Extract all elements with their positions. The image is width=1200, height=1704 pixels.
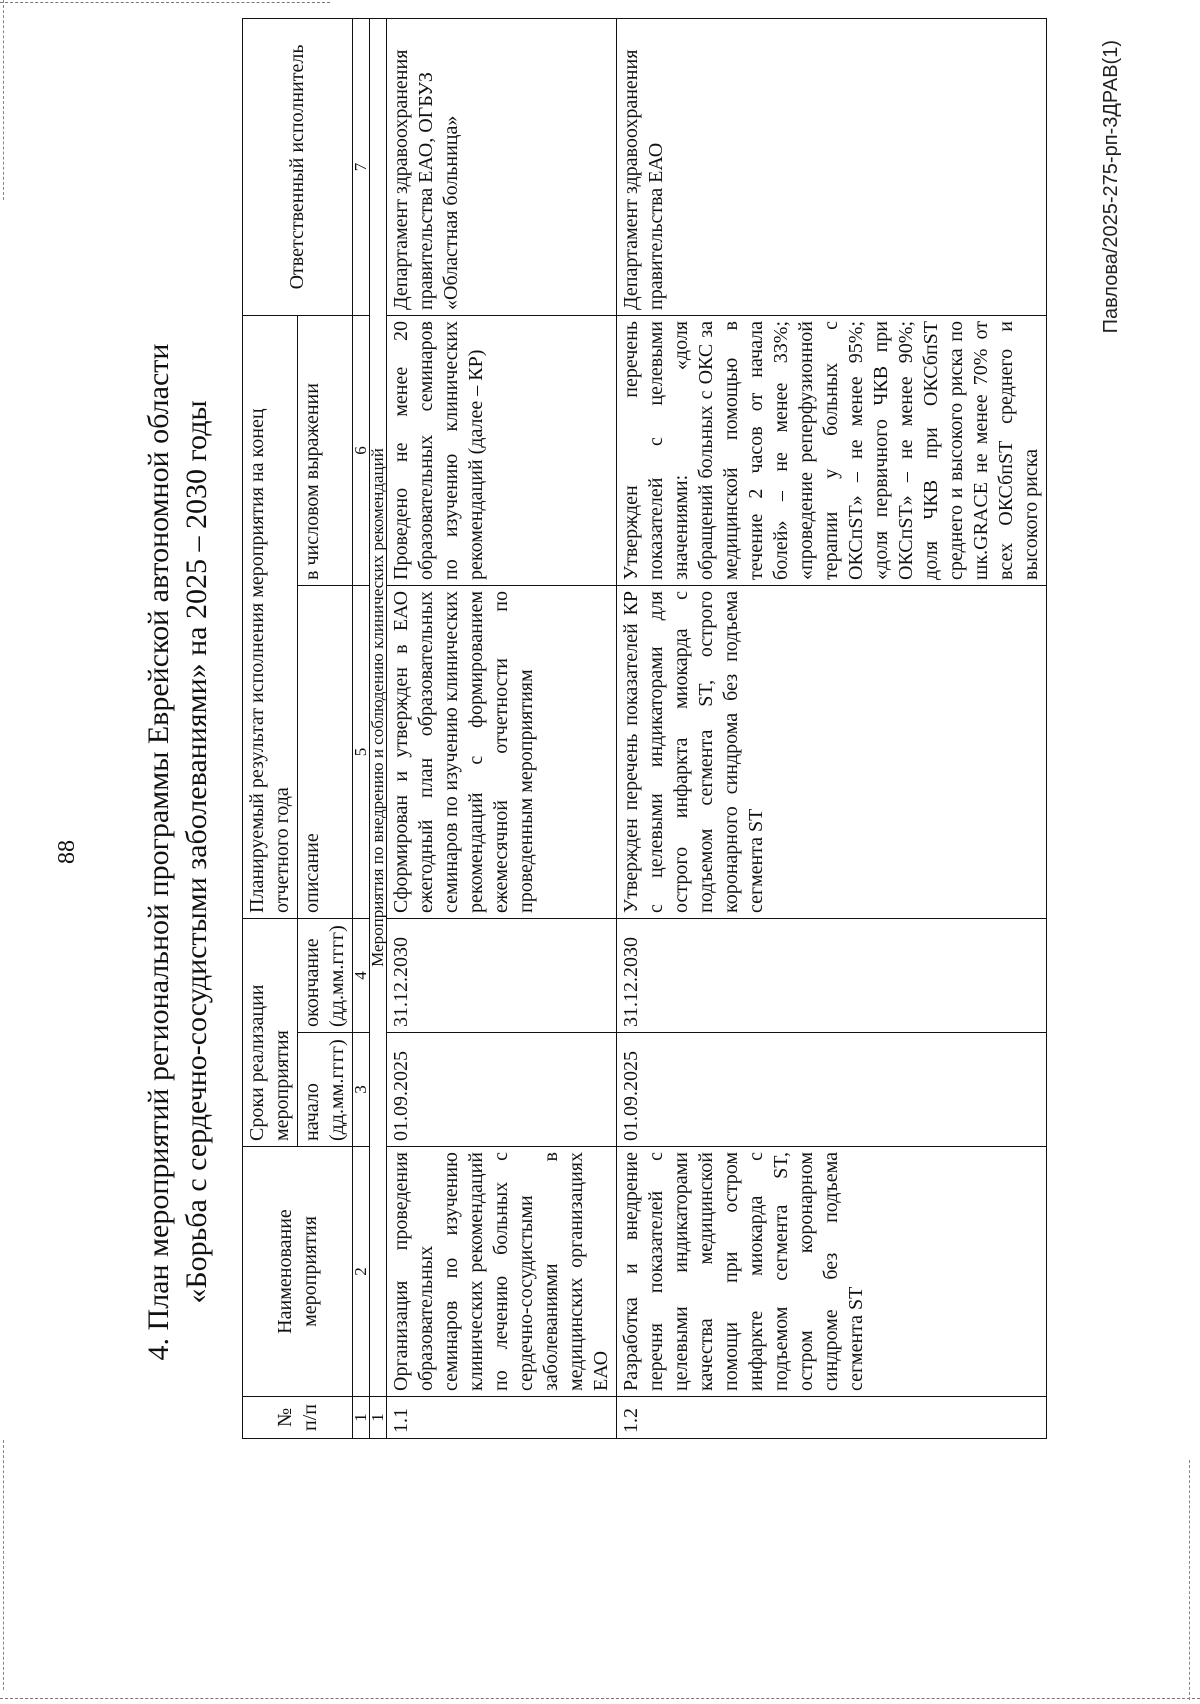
start-date: 01.09.2025: [617, 1033, 1047, 1147]
header-description: описание: [298, 585, 353, 918]
column-number: 2: [353, 1147, 370, 1397]
table-row: [617, 18, 1047, 1438]
header-result: Планируемый результат исполнения мероприятия на конец отчетного года: [243, 315, 298, 918]
start-date: 01.09.2025: [387, 1033, 617, 1147]
column-number: 5: [353, 585, 370, 918]
header-start: начало (дд.мм.гггг): [298, 1033, 353, 1147]
section-row: [370, 18, 387, 1438]
column-number: 3: [353, 1033, 370, 1147]
header-end: окончание (дд.мм.гггг): [298, 918, 353, 1032]
title-line-2: «Борьба с сердечно-сосудистыми заболеваниями» на 2025 – 2030 годы: [180, 400, 213, 1304]
column-number: 1: [353, 1397, 370, 1439]
table-row: [387, 18, 617, 1438]
column-number-row: [353, 18, 370, 1438]
responsible: Департамент здравоохранения правительства ЕАО, ОГБУЗ «Областная больница»: [387, 18, 617, 315]
section-number: 1: [370, 1397, 387, 1439]
header-row-1: [243, 18, 298, 1438]
title-line-1: 4. План мероприятий региональной программы Еврейской автономной области: [142, 343, 175, 1361]
row-number: 1.1: [387, 1397, 617, 1439]
header-numeric: в числовом выражении: [298, 315, 353, 585]
page-number: 88: [54, 840, 80, 864]
header-responsible: Ответственный исполнитель: [243, 18, 353, 315]
document-title: [140, 0, 216, 1704]
header-num: № п/п: [243, 1397, 353, 1439]
end-date: 31.12.2030: [617, 918, 1047, 1032]
row-number: 1.2: [617, 1397, 1047, 1439]
column-number: 6: [353, 315, 370, 585]
header-name: Наименование мероприятия: [243, 1147, 353, 1397]
result-description: Утвержден перечень показателей КР с целевыми индикаторами для острого инфаркта миокарда с подъемом сегмента ST, острого коронарного синдрома без подъема сегмента ST: [617, 585, 1047, 918]
activity-name: Организация проведения образовательных семинаров по изучению клинических рекомендаций по лечению больных с сердечно-сосудистыми заболеваниями в медицинских организациях ЕАО: [387, 1147, 617, 1397]
result-numeric: Утвержден перечень показателей с целевыми значениями: «доля обращений больных с ОКС за медицинской помощью в течение 2 часов от начала болей» – не менее 33%; «проведение реперфузионной терапии у больных с ОКСпST» – не менее 95%; «доля первичного ЧКВ при ОКСпST» – не менее 90%; доля ЧКВ при ОКСбпST среднего и высокого риска по шк.GRACE не менее 70% от всех ОКСбпST среднего и высокого риска: [617, 315, 1047, 585]
action-plan-table: [242, 18, 1047, 1439]
responsible: Департамент здравоохранения правительства ЕАО: [617, 18, 1047, 315]
end-date: 31.12.2030: [387, 918, 617, 1032]
header-terms: Сроки реализации мероприятия: [243, 918, 298, 1146]
document-footer-code: Павлова/2025-275-рп-3ДРАВ(1): [1100, 40, 1122, 334]
result-numeric: Проведено не менее 20 образовательных семинаров по изучению клинических рекомендаций (далее – КР): [387, 315, 617, 585]
section-title: Мероприятия по внедрению и соблюдению клинических рекомендаций: [370, 18, 387, 1396]
activity-name: Разработка и внедрение перечня показателей с целевыми индикаторами качества медицинской помощи при остром инфаркте миокарда с подъемом сегмента ST, остром коронарном синдроме без подъема сегмента ST: [617, 1147, 1047, 1397]
column-number: 7: [353, 18, 370, 315]
result-description: Сформирован и утвержден в ЕАО ежегодный план образовательных семинаров по изучению клинических рекомендаций с формированием ежемесячной отчетности по проведенным мероприятиям: [387, 585, 617, 918]
column-number: 4: [353, 918, 370, 1032]
